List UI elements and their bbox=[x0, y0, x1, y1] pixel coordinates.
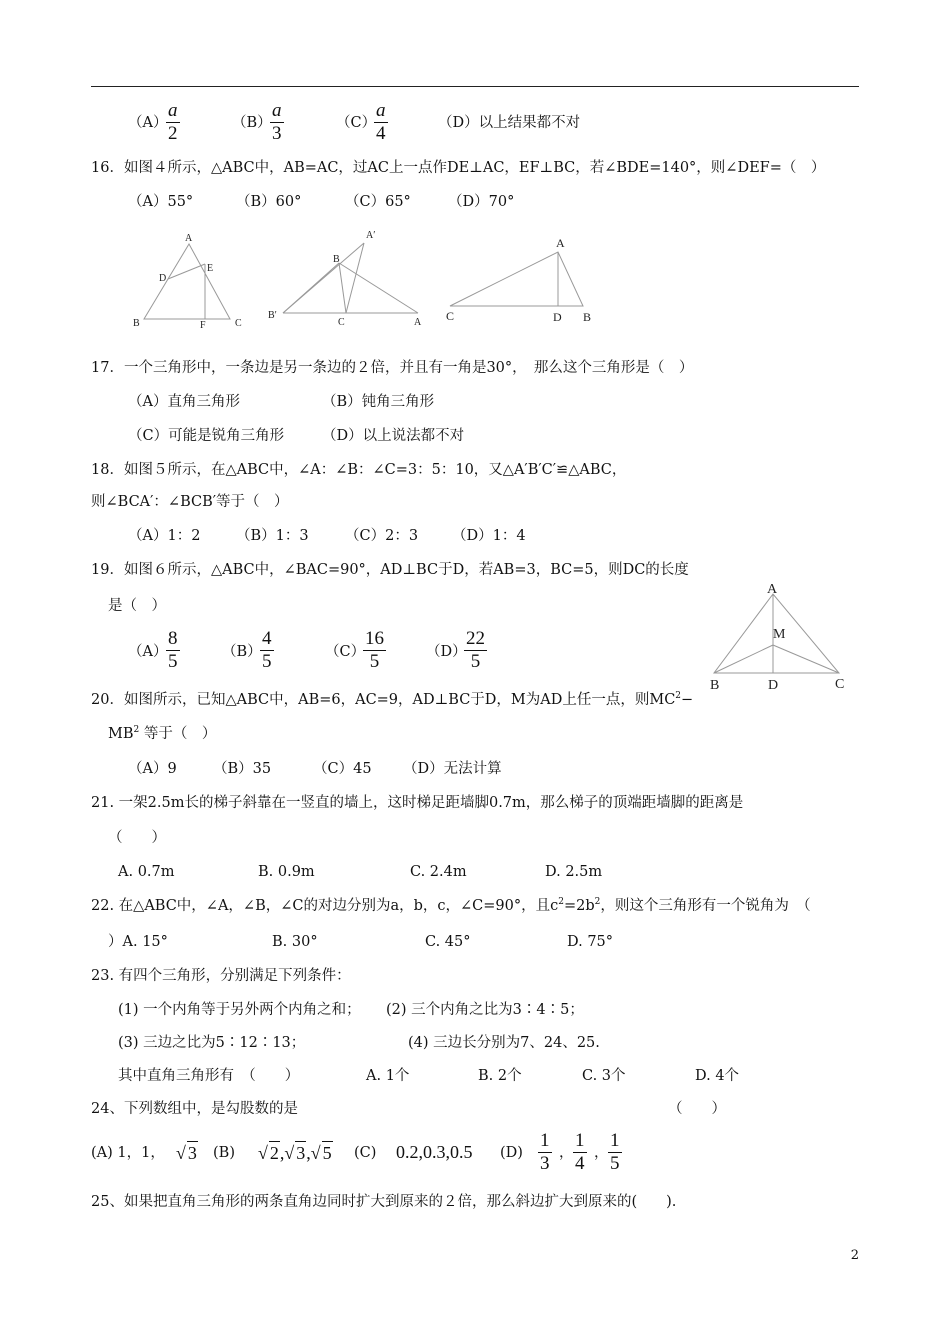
q15-option-d: （D）以上结果都不对 bbox=[438, 115, 581, 131]
q19-frac-d: 22 5 bbox=[466, 628, 485, 672]
q21-option-a: A. 0.7m bbox=[118, 864, 175, 880]
q23-option-a: A. 1个 bbox=[366, 1068, 410, 1084]
page-number: 2 bbox=[850, 1248, 859, 1263]
q15-option-c: （C） bbox=[336, 115, 377, 131]
q19-option-a: （A） bbox=[128, 644, 168, 660]
fig1-label-d: D bbox=[159, 273, 167, 284]
q24-option-b: (B) bbox=[213, 1145, 235, 1161]
q22-option-a: ）A. 15° bbox=[108, 934, 168, 950]
q24-frac-3: 1 5 bbox=[610, 1130, 620, 1174]
question-21-paren: （ ） bbox=[108, 830, 166, 846]
q17-option-a: （A）直角三角形 bbox=[128, 394, 240, 410]
q24-option-a-sqrt: √ 3 bbox=[176, 1143, 197, 1163]
question-16-text: 16．如图４所示，△ABC中，AB=AC，过AC上一点作DE⊥AC，EF⊥BC，若∠BDE=140°，则∠DEF=（ ） bbox=[91, 160, 826, 176]
q23-condition-1: (1) 一个内角等于另外两个内角之和； bbox=[118, 1002, 361, 1018]
q20-option-c: （C）45 bbox=[313, 761, 372, 777]
figure-1-triangle bbox=[144, 244, 230, 319]
question-22-text: 22. 在△ABC中，∠A，∠B，∠C的对边分别为a，b，c，∠C=90°，且$c^2=2b^2$，则这个三角形有一个锐角为 （ bbox=[91, 897, 811, 914]
fig4-label-a: A bbox=[767, 582, 778, 597]
q24-comma-2: ， bbox=[594, 1145, 609, 1161]
q21-option-b: B. 0.9m bbox=[258, 864, 315, 880]
q23-option-b: B. 2个 bbox=[478, 1068, 522, 1084]
q24-option-c: (C) bbox=[354, 1145, 377, 1161]
fig1-label-e: E bbox=[207, 263, 214, 274]
q16-option-a: （A）55° bbox=[128, 194, 194, 210]
q22-option-b: B. 30° bbox=[272, 934, 318, 950]
q19-option-c: （C） bbox=[325, 644, 366, 660]
question-19-text-line1: 19．如图６所示，△ABC中，∠BAC=90°，AD⊥BC于D，若AB=3，BC=5，则DC的长度 bbox=[91, 562, 689, 578]
q19-frac-a: 8 5 bbox=[168, 628, 178, 672]
q23-option-d: D. 4个 bbox=[695, 1068, 740, 1084]
q17-option-c: （C）可能是锐角三角形 bbox=[128, 428, 285, 444]
question-19-text-line2: 是（ ） bbox=[108, 598, 166, 614]
q20-option-d: （D）无法计算 bbox=[403, 761, 502, 777]
figure-2-triangles bbox=[283, 243, 418, 313]
q23-option-c: C. 3个 bbox=[582, 1068, 626, 1084]
question-23-text: 23. 有四个三角形，分别满足下列条件： bbox=[91, 968, 351, 984]
fig2-label-a-prime: A′ bbox=[366, 230, 376, 241]
q22-option-c: C. 45° bbox=[425, 934, 471, 950]
fig2-label-c: C bbox=[338, 317, 345, 328]
fig2-label-a: A bbox=[414, 317, 422, 328]
q24-option-b-values: √ 2,√ 3,√ 5 bbox=[258, 1143, 332, 1163]
question-24-text: 24、下列数组中，是勾股数的是 bbox=[91, 1101, 298, 1117]
fig1-label-b: B bbox=[133, 318, 140, 329]
fig3-label-c: C bbox=[446, 309, 455, 323]
question-20-text-line2: $MB^2$ 等于（ ） bbox=[108, 725, 217, 742]
q17-option-d: （D）以上说法都不对 bbox=[322, 428, 465, 444]
q23-condition-3: (3) 三边之比为5∶12∶13； bbox=[118, 1035, 306, 1051]
question-25-text: 25、如果把直角三角形的两条直角边同时扩大到原来的２倍，那么斜边扩大到原来的( ). bbox=[91, 1194, 677, 1210]
q18-option-c: （C）2：3 bbox=[345, 528, 419, 544]
fig3-label-b: B bbox=[583, 310, 592, 324]
q19-frac-c: 16 5 bbox=[365, 628, 384, 672]
q16-option-c: （C）65° bbox=[345, 194, 411, 210]
question-18-text-line2: 则∠BCA′：∠BCB′等于（ ） bbox=[91, 494, 289, 510]
question-20-text-line1: 20．如图所示，已知△ABC中，AB=6，AC=9，AD⊥BC于D，M为AD上任一点，则$MC^2-$ bbox=[91, 691, 694, 708]
q23-condition-4: (4) 三边长分别为7、24、25. bbox=[408, 1035, 600, 1051]
q24-paren: （ ） bbox=[668, 1101, 726, 1117]
fig3-label-d: D bbox=[553, 310, 562, 324]
figure-3-right-triangle bbox=[450, 252, 583, 306]
fig1-label-a: A bbox=[185, 233, 193, 244]
fig1-label-f: F bbox=[200, 320, 206, 331]
q15-frac-a: a 2 bbox=[168, 100, 178, 144]
q18-option-d: （D）1：4 bbox=[452, 528, 526, 544]
q24-frac-1: 1 3 bbox=[540, 1130, 550, 1174]
q24-frac-2: 1 4 bbox=[575, 1130, 585, 1174]
q18-option-b: （B）1：3 bbox=[236, 528, 309, 544]
q19-option-d: （D） bbox=[426, 644, 467, 660]
fig2-label-b: B bbox=[333, 254, 340, 265]
fig3-label-a: A bbox=[556, 236, 565, 250]
fig1-label-c: C bbox=[235, 318, 242, 329]
question-17-text: 17．一个三角形中，一条边是另一条边的２倍，并且有一角是30°， 那么这个三角形是（ ） bbox=[91, 360, 694, 376]
figure-4-triangle bbox=[700, 578, 860, 698]
fig4-label-m: M bbox=[773, 627, 786, 642]
q15-frac-b: a 3 bbox=[272, 100, 282, 144]
q16-option-d: （D）70° bbox=[448, 194, 515, 210]
fig4-label-d: D bbox=[768, 678, 779, 693]
q23-condition-2: (2) 三个内角之比为3∶4∶5； bbox=[386, 1002, 584, 1018]
q15-option-a: （A） bbox=[128, 115, 168, 131]
q21-option-d: D. 2.5m bbox=[545, 864, 603, 880]
q20-option-a: （A）9 bbox=[128, 761, 177, 777]
q24-comma-1: ， bbox=[559, 1145, 574, 1161]
q24-option-c-values: 0.2,0.3,0.5 bbox=[396, 1142, 473, 1162]
q20-option-b: （B）35 bbox=[213, 761, 272, 777]
q17-option-b: （B）钝角三角形 bbox=[322, 394, 435, 410]
q15-frac-c: a 4 bbox=[376, 100, 386, 144]
q22-option-d: D. 75° bbox=[567, 934, 614, 950]
q15-option-b: （B） bbox=[232, 115, 272, 131]
q16-option-b: （B）60° bbox=[236, 194, 302, 210]
figures-row bbox=[0, 0, 950, 345]
question-21-text: 21. 一架2.5m长的梯子斜靠在一竖直的墙上，这时梯足距墙脚0.7m，那么梯子的顶端距墙脚的距离是 bbox=[91, 795, 744, 811]
question-18-text-line1: 18．如图５所示，在△ABC中，∠A：∠B：∠C=3：5：10，又△A′B′C′≌△ABC， bbox=[91, 462, 627, 478]
fig4-label-b: B bbox=[710, 678, 720, 693]
q24-option-d: (D) bbox=[500, 1145, 523, 1161]
q18-option-a: （A）1：2 bbox=[128, 528, 201, 544]
q19-frac-b: 4 5 bbox=[262, 628, 272, 672]
q21-option-c: C. 2.4m bbox=[410, 864, 467, 880]
q24-option-a: (A) 1，1， bbox=[91, 1145, 165, 1161]
q19-option-b: （B） bbox=[222, 644, 262, 660]
fig2-label-b-prime: B′ bbox=[268, 310, 277, 321]
q23-question: 其中直角三角形有 （ ） bbox=[118, 1068, 300, 1084]
fig4-label-c: C bbox=[835, 677, 845, 692]
